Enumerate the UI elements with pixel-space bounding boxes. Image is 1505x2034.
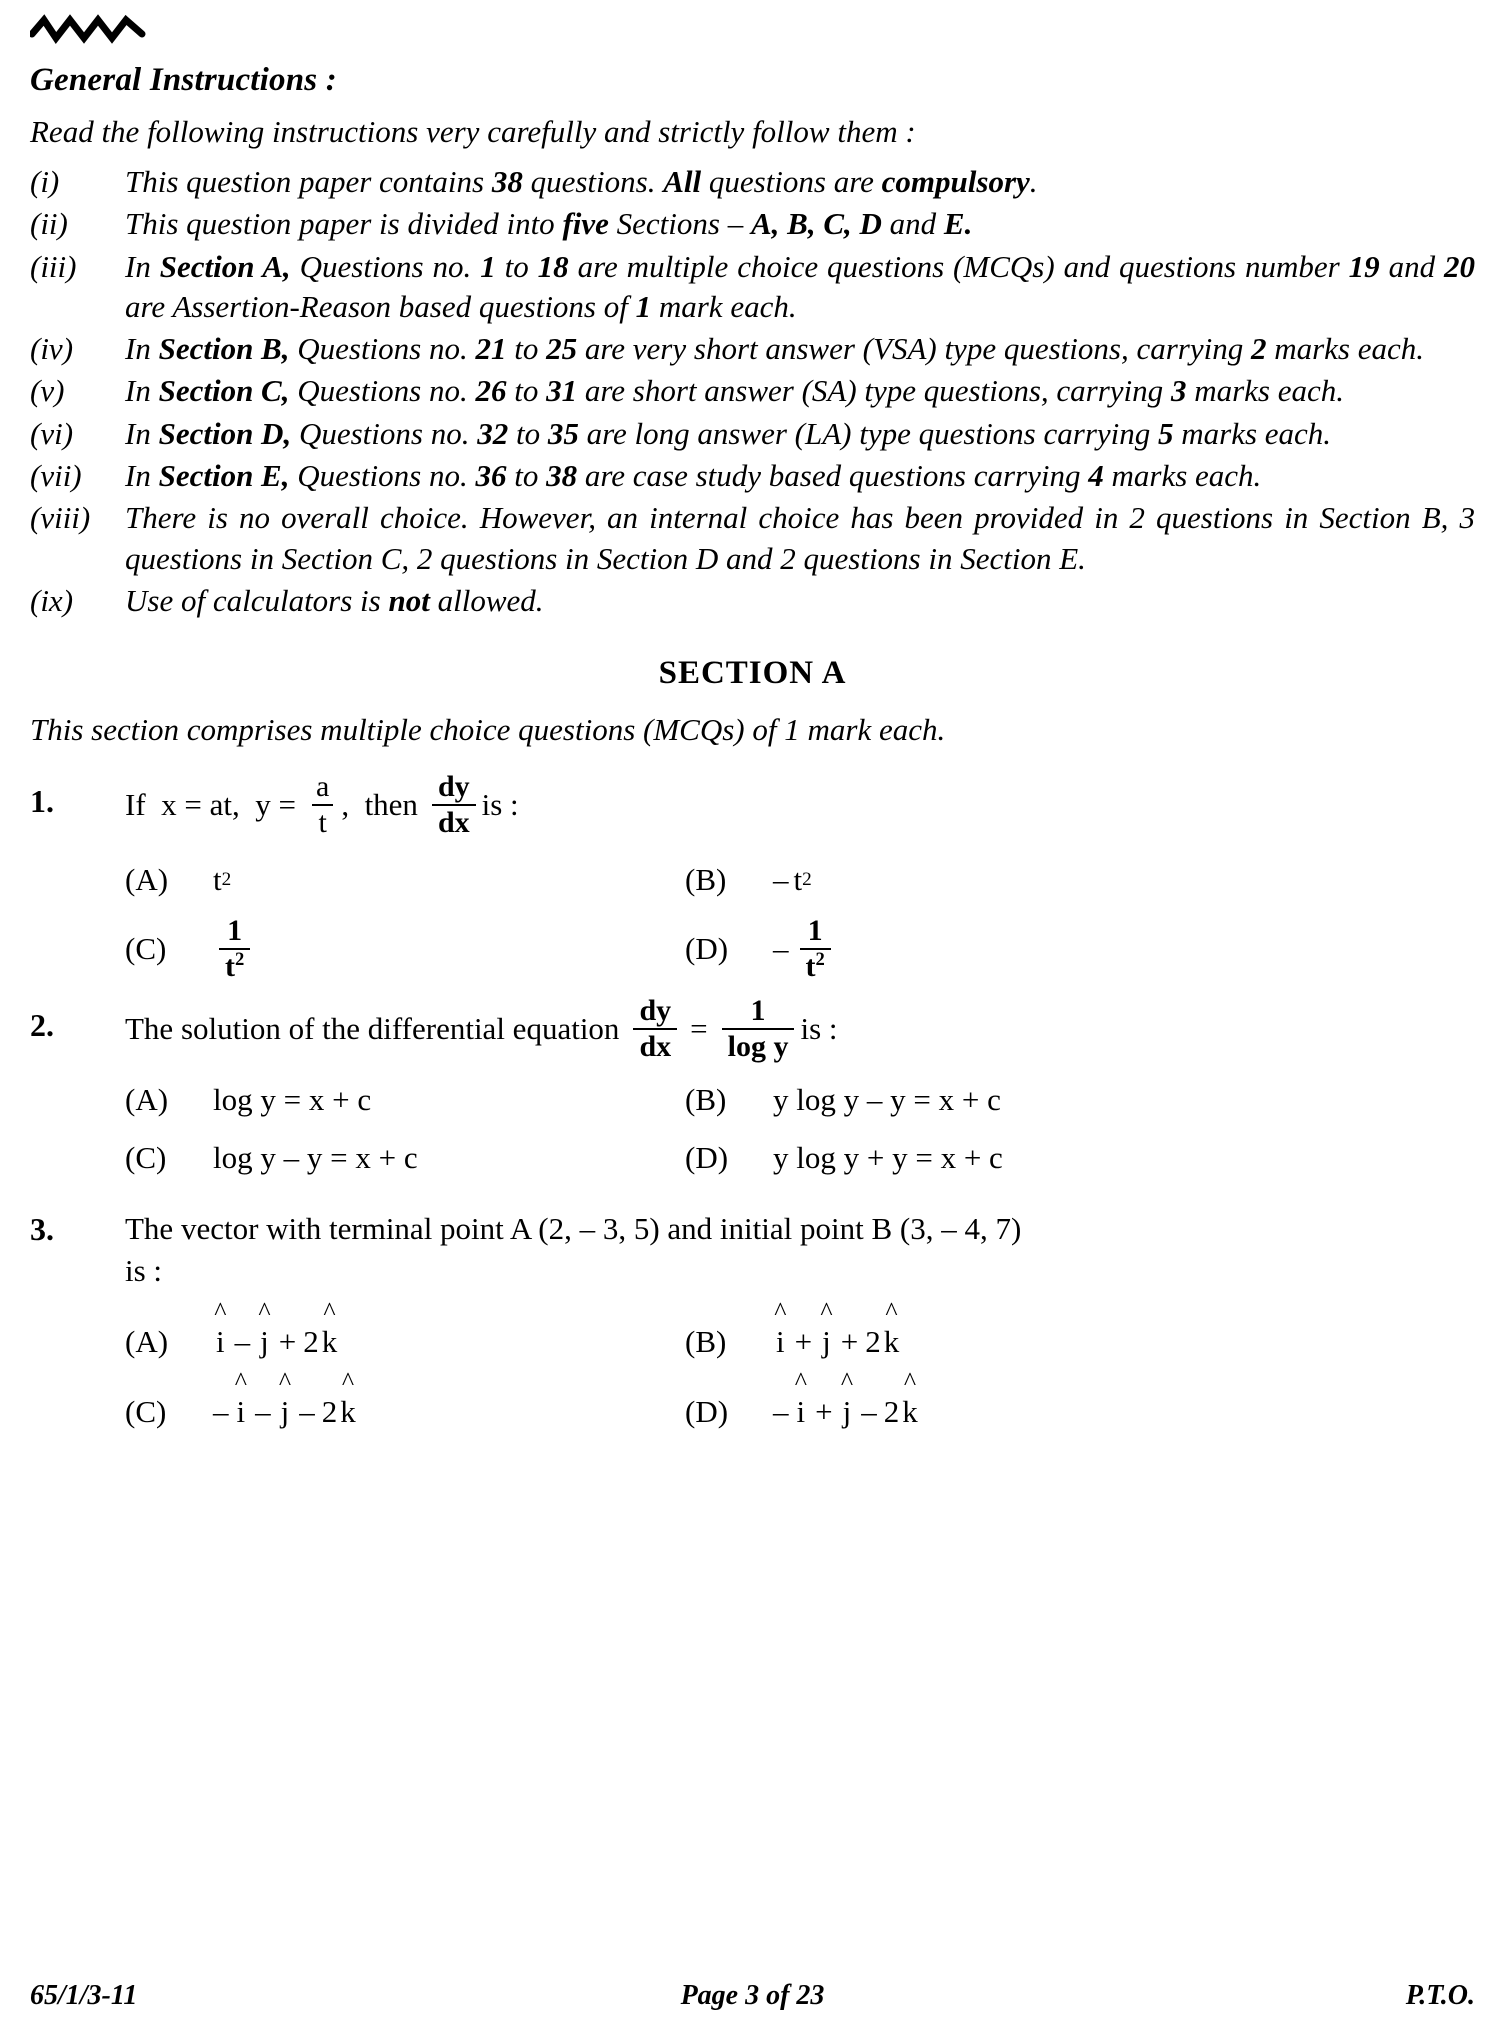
instruction-text: This question paper contains 38 questions. All questions are compulsory. — [125, 163, 1038, 199]
instruction-item — [30, 162, 1475, 202]
coefficient: 2 — [303, 1323, 319, 1359]
section-title: SECTION A — [658, 655, 847, 692]
denominator-base: t — [805, 950, 816, 984]
instruction-text: This question paper is divided into five Sections – A, B, C, D and E. — [125, 206, 973, 242]
unit-vector-k — [338, 1366, 358, 1433]
fraction-one-over-log-y — [722, 996, 795, 1062]
option-label: (B) — [685, 862, 727, 898]
operator-sign: – — [234, 1323, 251, 1359]
question-stem-line-2: is : — [125, 1253, 163, 1289]
instruction-number: (vi) — [30, 415, 74, 451]
fraction-numerator: 1 — [227, 914, 243, 948]
unit-vector-k — [882, 1296, 902, 1363]
operator-sign: + — [278, 1323, 297, 1359]
option-label: (A) — [125, 1082, 169, 1118]
question-stem — [125, 1200, 1475, 1292]
instruction-item — [30, 204, 1475, 244]
page-content — [30, 62, 1475, 1452]
fraction-one-over-t-squared — [800, 916, 831, 982]
unit-vector-i — [794, 1366, 808, 1433]
instruction-number: (vii) — [30, 458, 82, 494]
denominator-base: t — [225, 950, 235, 984]
question-3-options — [125, 1296, 1475, 1440]
fraction-denominator — [219, 948, 250, 982]
denominator-exponent: 2 — [235, 949, 245, 971]
question-number: 1. — [30, 783, 54, 820]
fraction-numerator: dy — [437, 770, 470, 804]
fraction-numerator: a — [315, 770, 330, 804]
option-label: (C) — [125, 1140, 167, 1176]
option-value — [773, 1296, 902, 1363]
question-2 — [30, 994, 1475, 1192]
option-a[interactable] — [125, 1072, 685, 1128]
vector-symbol: j — [260, 1323, 269, 1359]
denominator-exponent: 2 — [815, 949, 825, 971]
fraction-numerator: 1 — [807, 914, 823, 948]
option-d[interactable] — [685, 916, 1475, 982]
option-value — [773, 916, 837, 982]
option-value: log y – y = x + c — [213, 1140, 418, 1176]
option-base: t — [213, 862, 222, 898]
instruction-item — [30, 414, 1475, 454]
option-label: (D) — [685, 1393, 729, 1429]
option-label: (A) — [125, 1323, 169, 1359]
hat-accent-icon: ^ — [820, 1296, 833, 1326]
operator-sign: + — [840, 1323, 859, 1359]
stem-part-2: , then — [341, 787, 418, 823]
instruction-text: In Section E, Questions no. 36 to 38 are case study based questions carrying 4 marks each. — [125, 458, 1262, 494]
section-subtitle: This section comprises multiple choice questions (MCQs) of 1 mark each. — [30, 712, 946, 748]
option-value: y log y + y = x + c — [773, 1140, 1003, 1176]
hat-accent-icon: ^ — [794, 1366, 807, 1396]
instruction-item — [30, 456, 1475, 496]
fraction-a-over-t — [310, 772, 335, 838]
fraction-dy-over-dx — [633, 996, 677, 1062]
fraction-numerator: 1 — [750, 994, 766, 1028]
unit-vector-j — [278, 1366, 292, 1433]
fraction-denominator: dx — [633, 1028, 677, 1062]
option-value: – t 2 — [773, 859, 812, 901]
option-c[interactable] — [125, 1130, 685, 1186]
operator-sign: – — [255, 1393, 271, 1429]
option-b[interactable] — [685, 852, 1475, 908]
question-body — [125, 770, 1475, 988]
vector-symbol: i — [796, 1393, 806, 1429]
option-label: (A) — [125, 862, 169, 898]
option-b[interactable] — [685, 1072, 1475, 1128]
instruction-item — [30, 498, 1475, 579]
question-number: 2. — [30, 1007, 54, 1044]
option-value: log y = x + c — [213, 1082, 372, 1118]
equals-sign: = — [690, 1011, 708, 1047]
instruction-number: (iv) — [30, 331, 74, 367]
operator-sign: – — [861, 1393, 877, 1429]
option-b[interactable] — [685, 1296, 1475, 1370]
instruction-item — [30, 371, 1475, 411]
vector-symbol: k — [321, 1323, 338, 1359]
vector-symbol: j — [842, 1393, 852, 1429]
leading-minus-sign: – — [213, 1393, 229, 1429]
operator-sign: + — [794, 1323, 813, 1359]
vector-symbol: i — [236, 1393, 246, 1429]
option-base: t — [793, 862, 803, 898]
paper-code: 65/1/3-11 — [30, 1980, 138, 2011]
vector-symbol: i — [776, 1323, 785, 1359]
question-number: 3. — [30, 1211, 54, 1248]
option-label: (D) — [685, 931, 729, 967]
vector-symbol: k — [883, 1323, 900, 1359]
hat-accent-icon: ^ — [234, 1366, 247, 1396]
instruction-item — [30, 329, 1475, 369]
instruction-text: In Section B, Questions no. 21 to 25 are very short answer (VSA) type questions, carrying 2 marks each. — [125, 331, 1424, 367]
general-instructions-title: General Instructions : — [30, 62, 337, 98]
option-c[interactable] — [125, 916, 685, 982]
hat-accent-icon: ^ — [840, 1366, 854, 1396]
instruction-number: (v) — [30, 373, 65, 409]
stem-part-1: If x = at, y = — [125, 787, 296, 823]
instruction-text: In Section C, Questions no. 26 to 31 are short answer (SA) type questions, carrying 3 marks each. — [125, 373, 1344, 409]
option-c[interactable] — [125, 1366, 685, 1440]
read-instructions-line: Read the following instructions very carefully and strictly follow them : — [30, 114, 916, 150]
stem-part-3: is : — [481, 787, 519, 823]
unit-vector-j — [840, 1366, 854, 1433]
instruction-text: In Section A, Questions no. 1 to 18 are multiple choice questions (MCQs) and questions number 19 and 20 are Assertion-Reason based questions of 1 mark each. — [125, 248, 1475, 324]
hat-accent-icon: ^ — [214, 1296, 227, 1326]
coefficient: 2 — [865, 1323, 881, 1359]
unit-vector-j — [258, 1296, 271, 1363]
option-label: (B) — [685, 1323, 727, 1359]
fraction-one-over-t-squared — [219, 916, 250, 982]
question-3 — [30, 1198, 1475, 1446]
vector-symbol: k — [902, 1393, 918, 1429]
option-value — [773, 1366, 921, 1433]
hat-accent-icon: ^ — [774, 1296, 787, 1326]
unit-vector-k — [900, 1366, 920, 1433]
question-1 — [30, 770, 1475, 988]
operator-sign: + — [815, 1393, 833, 1429]
fraction-denominator: t — [312, 804, 332, 838]
vector-symbol: j — [822, 1323, 831, 1359]
unit-vector-k — [320, 1296, 340, 1363]
zigzag-wave-mark — [30, 12, 150, 52]
minus-sign: – — [773, 862, 789, 898]
question-stem-line-1: The vector with terminal point A (2, – 3, 5) and initial point B (3, – 4, 7) — [125, 1211, 1022, 1247]
unit-vector-i — [234, 1366, 248, 1433]
minus-sign: – — [773, 931, 789, 967]
operator-sign: – — [299, 1393, 315, 1429]
unit-vector-i — [774, 1296, 787, 1363]
option-label: (C) — [125, 1393, 167, 1429]
instruction-number: (ii) — [30, 206, 68, 242]
option-value: t 2 — [213, 859, 231, 901]
fraction-dy-over-dx — [432, 772, 476, 838]
vector-symbol: j — [280, 1393, 290, 1429]
question-2-options — [125, 1072, 1475, 1186]
instruction-number: (i) — [30, 163, 60, 199]
instruction-item — [30, 581, 1475, 621]
unit-vector-j — [820, 1296, 833, 1363]
stem-part-3: is : — [800, 1011, 838, 1047]
fraction-denominator: log y — [722, 1028, 795, 1062]
option-label: (D) — [685, 1140, 729, 1176]
option-a[interactable] — [125, 852, 685, 908]
hat-accent-icon: ^ — [885, 1296, 898, 1326]
question-body — [125, 994, 1475, 1192]
pto-label: P.T.O. — [1405, 1980, 1475, 2011]
option-value — [213, 1296, 340, 1363]
page-footer — [30, 1980, 1475, 2012]
instruction-item — [30, 247, 1475, 328]
fraction-denominator — [800, 948, 831, 982]
option-d[interactable] — [685, 1130, 1475, 1186]
option-value: y log y – y = x + c — [773, 1082, 1001, 1118]
instruction-text: In Section D, Questions no. 32 to 35 are long answer (LA) type questions carrying 5 marks each. — [125, 415, 1332, 451]
instruction-number: (viii) — [30, 500, 91, 536]
leading-minus-sign: – — [773, 1393, 789, 1429]
fraction-numerator: dy — [639, 994, 672, 1028]
hat-accent-icon: ^ — [258, 1296, 271, 1326]
option-value — [213, 916, 256, 982]
instruction-text: Use of calculators is not allowed. — [125, 582, 544, 618]
hat-accent-icon: ^ — [903, 1366, 917, 1396]
option-d[interactable] — [685, 1366, 1475, 1440]
question-stem — [125, 772, 1475, 838]
coefficient: 2 — [321, 1393, 338, 1429]
option-label: (B) — [685, 1082, 727, 1118]
coefficient: 2 — [883, 1393, 900, 1429]
instruction-text: There is no overall choice. However, an internal choice has been provided in 2 questions in Section B, 3 questions in Section C, 2 questions in Section D and 2 questions in Section E. — [125, 500, 1475, 576]
hat-accent-icon: ^ — [278, 1366, 292, 1396]
option-label: (C) — [125, 931, 167, 967]
question-stem — [125, 996, 1475, 1062]
vector-symbol: k — [340, 1393, 356, 1429]
stem-part-1: The solution of the differential equation — [125, 1011, 620, 1047]
option-a[interactable] — [125, 1296, 685, 1370]
question-body — [125, 1198, 1475, 1446]
option-value — [213, 1366, 359, 1433]
instruction-number: (iii) — [30, 248, 77, 284]
hat-accent-icon: ^ — [323, 1296, 336, 1326]
instruction-number: (ix) — [30, 582, 74, 618]
unit-vector-i — [214, 1296, 227, 1363]
fraction-denominator: dx — [432, 804, 476, 838]
vector-symbol: i — [216, 1323, 225, 1359]
question-1-options — [125, 852, 1475, 982]
hat-accent-icon: ^ — [341, 1366, 355, 1396]
page-number: Page 3 of 23 — [680, 1980, 825, 2011]
